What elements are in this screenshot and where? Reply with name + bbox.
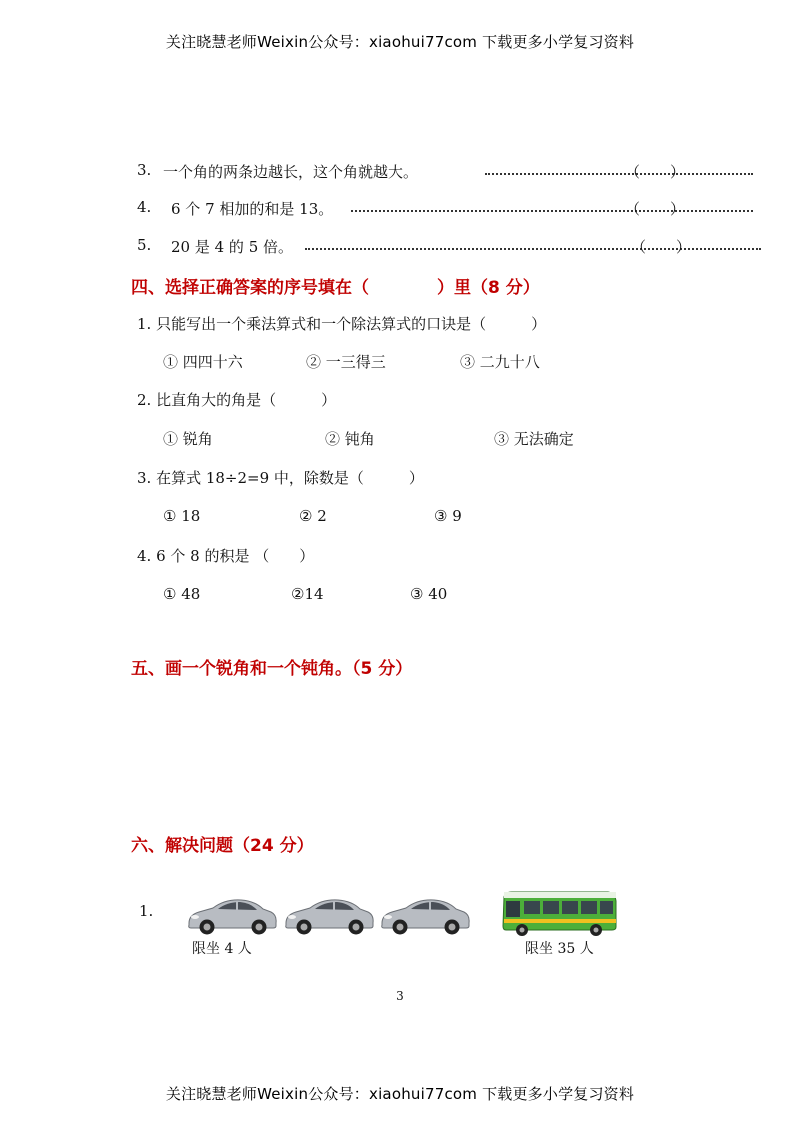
page-number: 3 bbox=[396, 989, 404, 1003]
section-5-title: 五、画一个锐角和一个钝角。（5 分） bbox=[131, 659, 413, 679]
item-number: 3. bbox=[137, 161, 152, 179]
bus-image bbox=[500, 889, 618, 937]
option-2: ② 钝角 bbox=[325, 430, 375, 448]
problem-number: 1. bbox=[139, 902, 154, 920]
car-image bbox=[185, 893, 279, 937]
item-text: 6 个 7 相加的和是 13。 bbox=[171, 200, 334, 218]
question-4: 4. 6 个 8 的积是 （ ） bbox=[137, 547, 315, 565]
option-2: ② 2 bbox=[299, 507, 327, 525]
question-2: 2. 比直角大的角是（ ） bbox=[137, 391, 337, 409]
tf-item-3 bbox=[137, 161, 697, 183]
option-1: ① 四四十六 bbox=[163, 353, 243, 371]
item-text: 20 是 4 的 5 倍。 bbox=[171, 238, 294, 256]
option-3: ③ 无法确定 bbox=[494, 430, 574, 448]
question-3: 3. 在算式 18÷2=9 中，除数是（ ） bbox=[137, 469, 424, 487]
car-image bbox=[282, 893, 376, 937]
item-number: 5. bbox=[137, 236, 152, 254]
dotted-leader bbox=[351, 202, 753, 212]
header-banner: 关注晓慧老师Weixin公众号：xiaohui77com 下载更多小学复习资料 bbox=[165, 33, 635, 51]
answer-paren: （ ） bbox=[631, 238, 692, 256]
option-3: ③ 9 bbox=[434, 507, 462, 525]
tf-item-4 bbox=[137, 198, 697, 220]
item-number: 4. bbox=[137, 198, 152, 216]
tf-item-5 bbox=[137, 236, 697, 258]
section-4-title: 四、选择正确答案的序号填在（ ）里（8 分） bbox=[131, 278, 540, 298]
question-1: 1. 只能写出一个乘法算式和一个除法算式的口诀是（ ） bbox=[137, 315, 547, 333]
item-text: 一个角的两条边越长，这个角就越大。 bbox=[163, 163, 419, 181]
option-2: ② 一三得三 bbox=[306, 353, 386, 371]
answer-paren: （ ） bbox=[625, 163, 686, 181]
car-image bbox=[378, 893, 472, 937]
option-1: ① 48 bbox=[163, 585, 201, 603]
option-3: ③ 40 bbox=[410, 585, 448, 603]
option-1: ① 锐角 bbox=[163, 430, 213, 448]
car-capacity-caption: 限坐 4 人 bbox=[192, 941, 252, 957]
dotted-leader bbox=[305, 240, 761, 250]
answer-paren: （ ） bbox=[625, 200, 686, 218]
option-3: ③ 二九十八 bbox=[460, 353, 540, 371]
option-1: ① 18 bbox=[163, 507, 201, 525]
option-2: ②14 bbox=[291, 585, 324, 603]
bus-capacity-caption: 限坐 35 人 bbox=[525, 941, 594, 957]
section-6-title: 六、解决问题（24 分） bbox=[131, 836, 314, 856]
footer-banner: 关注晓慧老师Weixin公众号：xiaohui77com 下载更多小学复习资料 bbox=[165, 1085, 635, 1103]
dotted-leader bbox=[485, 165, 753, 175]
